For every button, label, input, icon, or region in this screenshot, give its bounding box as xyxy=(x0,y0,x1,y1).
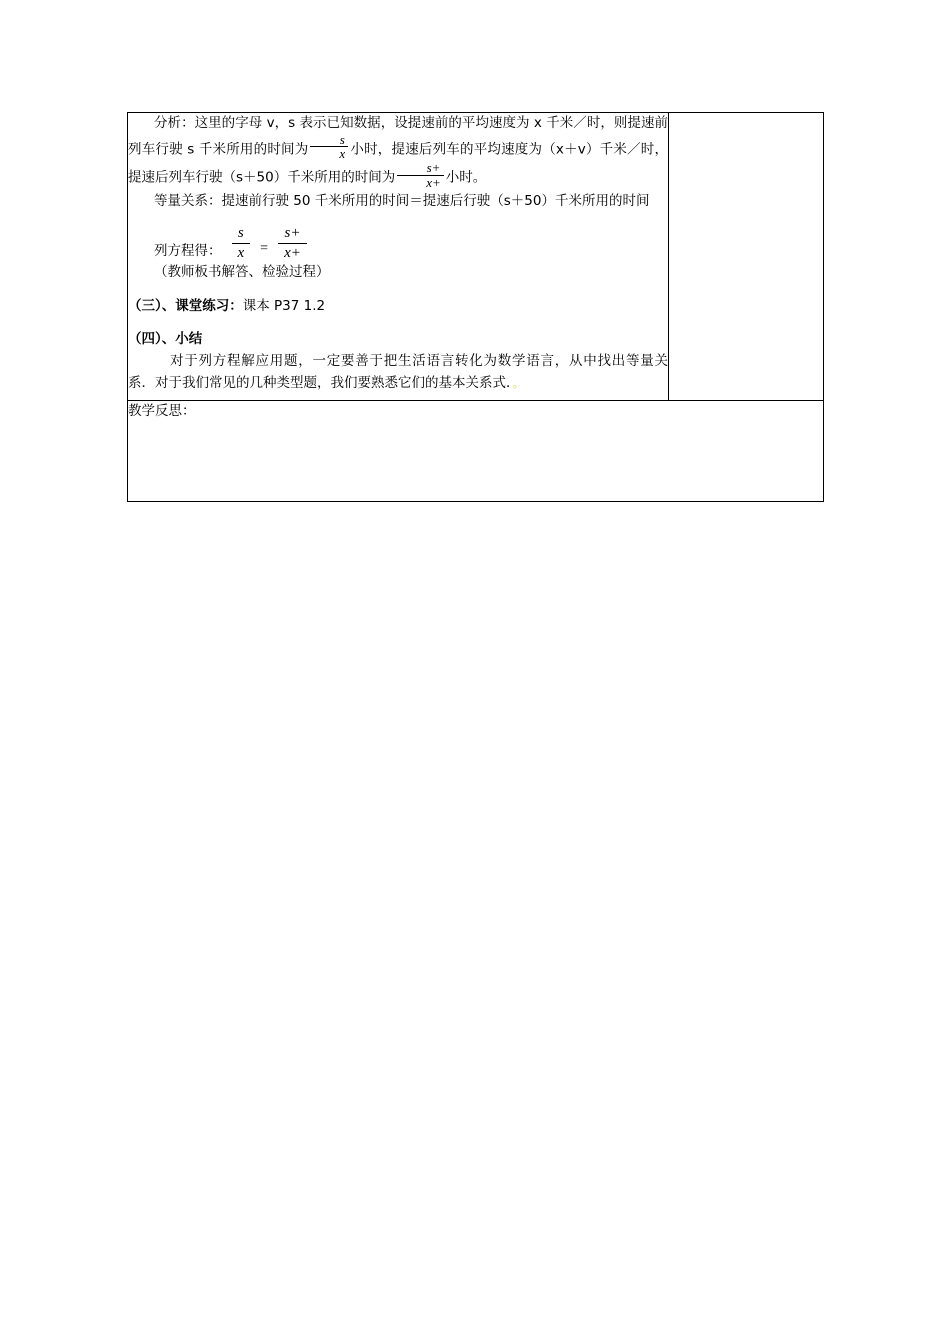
teaching-reflection-cell xyxy=(128,401,824,502)
analysis-text-part3: 小时。 xyxy=(445,169,487,186)
side-notes-cell xyxy=(669,113,824,401)
spacer xyxy=(128,317,668,329)
section-summary-heading: （四）、小结 xyxy=(128,331,203,348)
fraction-numerator: s xyxy=(232,225,251,244)
analysis-text-part2: 小时，提速后列车的平均速度为（x＋v）千米／时，提速后列车行驶（s＋50）千米所用的时间为 xyxy=(128,141,668,186)
spacer xyxy=(128,284,668,296)
spacer xyxy=(128,394,668,400)
summary-text: 对于列方程解应用题，一定要善于把生活语言转化为数学语言，从中找出等量关系．对于我们常见的几种类型题，我们要熟悉它们的基本关系式． xyxy=(128,353,668,391)
relation-block xyxy=(128,191,668,213)
section-practice-heading: （三）、课堂练习： xyxy=(128,297,243,314)
main-content-cell xyxy=(128,113,669,401)
equation-right-fraction xyxy=(278,225,307,263)
table-row-reflection xyxy=(128,401,824,502)
fraction-numerator: s+ xyxy=(397,161,444,176)
fraction-numerator: s+ xyxy=(278,225,307,244)
section-summary-paragraph xyxy=(128,351,668,394)
fraction-denominator: x xyxy=(339,146,346,162)
equation-left-fraction xyxy=(232,225,251,263)
lesson-plan-table xyxy=(127,112,824,502)
equation-label: 列方程得： xyxy=(154,242,222,259)
analysis-text-part1: 这里的字母 v，s 表示已知数据，设提速前的平均速度为 x 千米／时，则提速前列车行驶 s 千米所用的时间为 xyxy=(128,115,668,158)
section-practice xyxy=(128,296,668,318)
relation-paragraph xyxy=(128,191,668,213)
fraction-denominator: x xyxy=(237,245,245,261)
relation-text: 提速前行驶 50 千米所用的时间＝提速后行驶（s＋50）千米所用的时间 xyxy=(221,193,650,210)
teacher-note: （教师板书解答、检验过程） xyxy=(154,264,330,281)
fraction-s-over-x xyxy=(310,133,348,161)
analysis-label: 分析： xyxy=(154,115,195,131)
fraction-denominator: x+ xyxy=(284,245,301,261)
relation-label: 等量关系： xyxy=(154,193,222,210)
table-row xyxy=(128,113,824,401)
fraction-s-plus-over-x-plus xyxy=(397,161,444,189)
fraction-denominator: x+ xyxy=(426,174,441,190)
fraction-numerator: s xyxy=(310,133,348,148)
summary-trailing-mark: 。 xyxy=(512,376,524,390)
analysis-block xyxy=(128,113,668,191)
section-practice-content: 课本 P37 1.2 xyxy=(242,297,326,314)
equation-line xyxy=(128,225,668,263)
teaching-reflection-label: 教学反思： xyxy=(128,403,196,420)
analysis-paragraph xyxy=(128,113,668,191)
spacer xyxy=(128,213,668,219)
equals-sign: = xyxy=(260,240,269,256)
